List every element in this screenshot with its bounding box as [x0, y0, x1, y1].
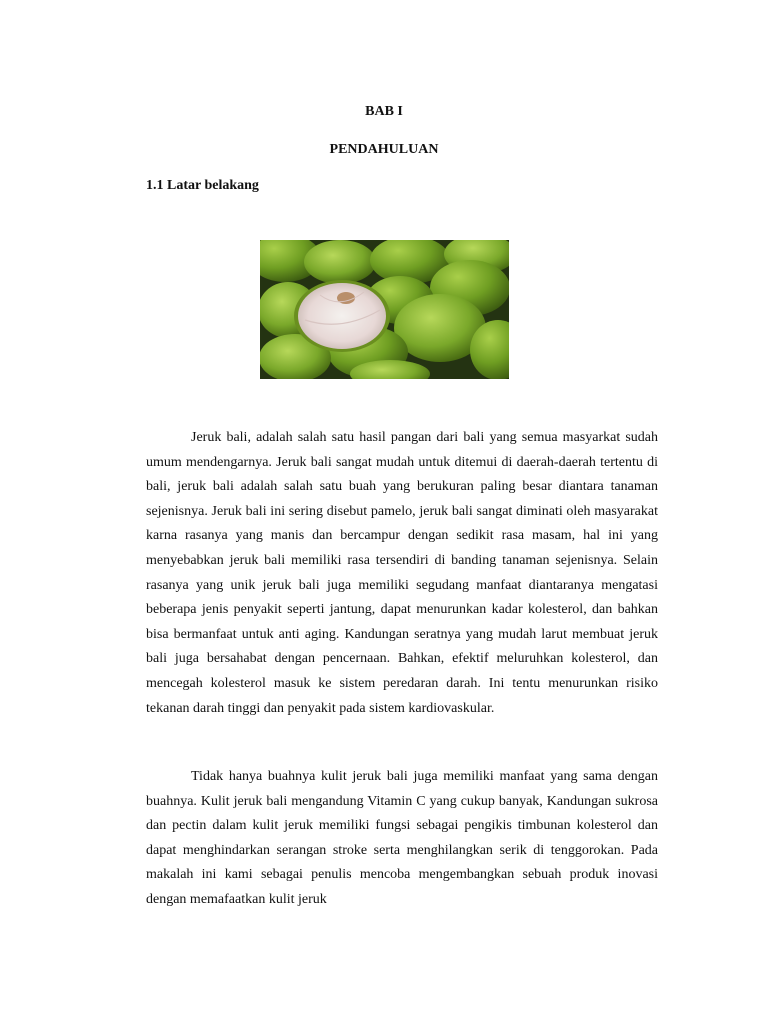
paragraph-1: Jeruk bali, adalah salah satu hasil pangan dari bali yang semua masyarkat sudah umum mendengarnya. Jeruk bali sangat mudah untuk ditemui di daerah-daerah tertentu di bali, jeruk bali adalah salah satu buah yang berukuran paling besar diantara tanaman sejenisnya. Jeruk bali ini sering disebut pamelo, jeruk bali sangat diminati oleh masyarakat karna rasanya yang manis dan bercampur dengan sedikit rasa masam, hal ini yang menyebabkan jeruk bali memiliki rasa tersendiri di banding tanaman sejenisnya. Selain rasanya yang unik jeruk bali juga memiliki segudang manfaat diantaranya mengatasi beberapa jenis penyakit seperti jantung, dapat menurunkan kadar kolesterol, dan bahkan bisa bermanfaat untuk anti aging. Kandungan seratnya yang mudah larut membuat jeruk bali juga bersahabat dengan pencernaan. Bahkan, efektif meluruhkan kolesterol, dan mencegah kolesterol masuk ke sistem peredaran darah. Ini tentu menurunkan risiko tekanan darah tinggi dan penyakit pada sistem kardiovaskular. — [146, 430, 658, 716]
chapter-number: BAB I — [365, 104, 403, 119]
chapter-title: PENDAHULUAN — [329, 142, 439, 157]
pomelo-fruits-photo — [260, 240, 509, 379]
section-heading: 1.1 Latar belakang — [146, 178, 259, 193]
paragraph-2: Tidak hanya buahnya kulit jeruk bali juga memiliki manfaat yang sama dengan buahnya. Kulit jeruk bali mengandung Vitamin C yang cukup banyak, Kandungan sukrosa dan pectin dalam kulit jeruk memiliki fungsi sebagai pengikis timbunan kolesterol dan dapat menghindarkan serangan stroke serta menghilangkan serik di tenggorokan. Pada makalah ini kami sebagai penulis mencoba mengembangkan sebuah produk inovasi dengan memafaatkan kulit jeruk — [146, 769, 658, 907]
